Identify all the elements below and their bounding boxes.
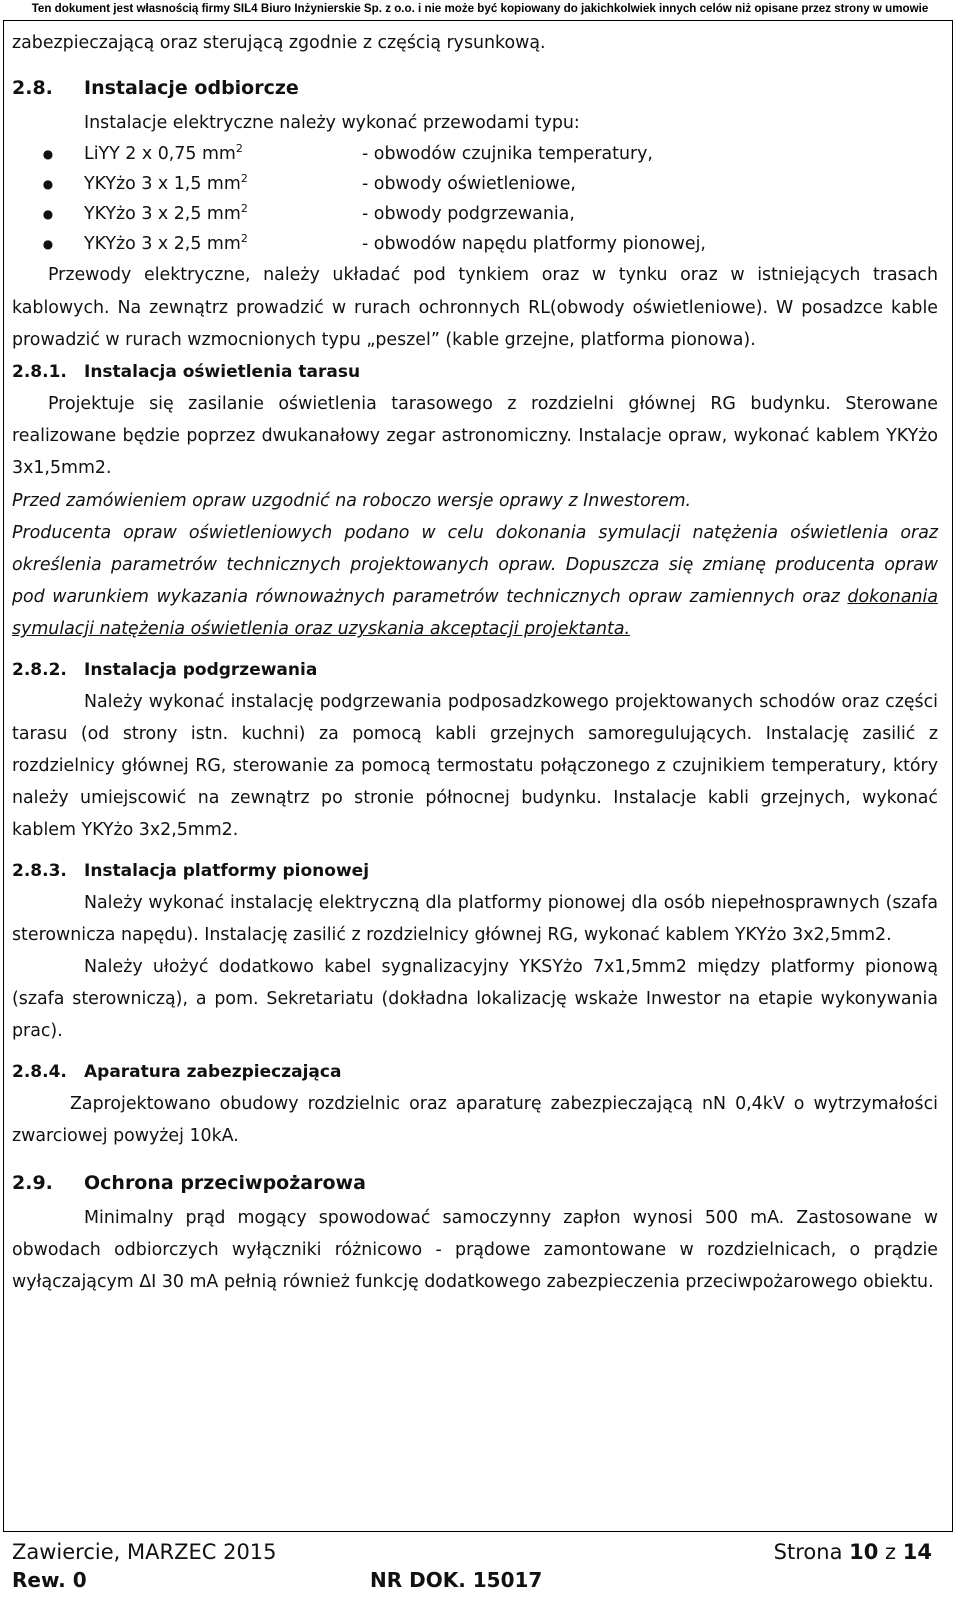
- page-separator: z: [885, 1540, 897, 1564]
- document-header: Ten dokument jest własnością firmy SIL4 Biuro Inżynierskie Sp. z o.o. i nie może być kopiowany do jakichkolwiek innych celów niż opisane przez strony w umowie: [31, 2, 929, 15]
- bullet-icon: ●: [42, 177, 54, 192]
- section-number: 2.8.1.: [12, 362, 67, 383]
- cable-type: LiYY 2 x 0,75 mm: [84, 144, 236, 165]
- page-total: 14: [902, 1540, 932, 1564]
- paragraph: Projektuje się zasilanie oświetlenia tarasowego z rozdzielni głównej RG budynku. Sterowane realizowane będzie poprzez dwukanałowy zegar astronomiczny. Instalacje opraw, wykonać kablem YKYżo 3x1,5mm2.: [12, 394, 938, 479]
- section-heading-2-9: [12, 1164, 938, 1202]
- section-heading-2-8-2: [12, 654, 938, 686]
- section-number: 2.8.3.: [12, 860, 67, 881]
- paragraph-italic: [12, 517, 938, 646]
- paragraph: Należy wykonać instalację elektryczną dla platformy pionowej dla osób niepełnosprawnych (szafa sterownicza napędu). Instalację zasilić z rozdzielnicy głównej RG, wykonać kablem YKYżo 3x2,5mm2.: [12, 892, 938, 945]
- section-title: Instalacja oświetlenia tarasu: [84, 362, 361, 383]
- section-title: Instalacje odbiorcze: [84, 77, 299, 100]
- section-number: 2.8.4.: [12, 1061, 67, 1082]
- bullet-icon: ●: [42, 237, 54, 252]
- bullet-icon: ●: [42, 207, 54, 222]
- section-heading-2-8: [12, 69, 938, 107]
- cables-lead: Instalacje elektryczne należy wykonać przewodami typu:: [84, 113, 580, 134]
- cable-desc: - obwodów czujnika temperatury,: [362, 144, 653, 165]
- list-item: [12, 229, 938, 259]
- cable-unit-sup: 2: [240, 202, 248, 216]
- section-title: Instalacja podgrzewania: [84, 659, 318, 680]
- list-item: [12, 169, 938, 199]
- cable-unit-sup: 2: [240, 172, 248, 186]
- cable-type: YKYżo 3 x 1,5 mm: [84, 174, 241, 195]
- bullet-icon: ●: [42, 147, 54, 162]
- section-heading-2-8-3: [12, 855, 938, 887]
- paragraph: Przewody elektryczne, należy układać pod tynkiem oraz w tynku oraz w istniejących trasach kablowych. Na zewnątrz prowadzić w rurach ochronnych RL(obwody oświetleniowe). W posadzce kable prowadzić w rurach wzmocnionych typu „peszel” (kable grzejne, platforma pionowa).: [12, 265, 938, 350]
- section-title: Aparatura zabezpieczająca: [84, 1061, 342, 1082]
- section-number: 2.9.: [12, 1172, 53, 1195]
- paragraph-italic: Przed zamówieniem opraw uzgodnić na roboczo wersje oprawy z Inwestorem.: [12, 490, 692, 511]
- cable-desc: - obwodów napędu platformy pionowej,: [362, 234, 706, 255]
- cable-unit-sup: 2: [235, 142, 243, 156]
- document-number: NR DOK. 15017: [370, 1568, 543, 1592]
- cable-desc: - obwody oświetleniowe,: [362, 174, 576, 195]
- cable-type: YKYżo 3 x 2,5 mm: [84, 204, 241, 225]
- section-number: 2.8.: [12, 77, 53, 100]
- section-title: Ochrona przeciwpożarowa: [84, 1172, 366, 1195]
- document-body: [12, 27, 938, 1299]
- list-item: [12, 199, 938, 229]
- cable-unit-sup: 2: [240, 232, 248, 246]
- paragraph: Należy ułożyć dodatkowo kabel sygnalizacyjny YKSYżo 7x1,5mm2 między platformy pionową (szafa sterowniczą), a pom. Sekretariatu (dokładna lokalizację wskaże Inwestor na etapie wykonywania prac).: [12, 957, 938, 1042]
- revision: Rew. 0: [12, 1568, 87, 1592]
- intro-paragraph: zabezpieczającą oraz sterującą zgodnie z częścią rysunkową.: [12, 33, 546, 53]
- section-number: 2.8.2.: [12, 659, 67, 680]
- document-footer: [12, 1538, 932, 1594]
- section-heading-2-8-4: [12, 1056, 938, 1088]
- place-date: Zawiercie, MARZEC 2015: [12, 1540, 277, 1564]
- page-label: Strona: [773, 1540, 843, 1564]
- section-title: Instalacja platformy pionowej: [84, 860, 370, 881]
- text-run: Producenta opraw oświetleniowych podano w celu dokonania symulacji natężenia oświetlenia oraz określenia parametrów technicznych projektowanych opraw. Dopuszcza się zmianę producenta opraw pod warunkiem wykazania równoważnych parametrów technicznych opraw zamiennych oraz: [12, 522, 938, 608]
- paragraph: Zaprojektowano obudowy rozdzielnic oraz aparaturę zabezpieczającą nN 0,4kV o wytrzymałości zwarciowej powyżej 10kA.: [12, 1093, 938, 1146]
- list-item: [12, 139, 938, 169]
- paragraph: Minimalny prąd mogący spowodować samoczynny zapłon wynosi 500 mA. Zastosowane w obwodach odbiorczych wyłączniki różnicowo - prądowe zamontowane w rozdzielnicach, o prądzie wyłączającym ΔI 30 mA pełnią również funkcję dodatkowego zabezpieczenia przeciwpożarowego obiektu.: [12, 1208, 938, 1293]
- cable-desc: - obwody podgrzewania,: [362, 204, 575, 225]
- paragraph: Należy wykonać instalację podgrzewania podposadzkowego projektowanych schodów oraz części tarasu (od strony istn. kuchni) za pomocą kabli grzejnych samoregulujących. Instalację zasilić z rozdzielnicy głównej RG, sterowanie za pomocą termostatu połączonego z czujnikiem temperatury, który należy umiejscowić na zewnątrz po stronie północnej budynku. Instalacje kabli grzejnych, wykonać kablem YKYżo 3x2,5mm2.: [12, 691, 938, 841]
- cable-type: YKYżo 3 x 2,5 mm: [84, 234, 241, 255]
- underlined-text: dokonania symulacji natężenia oświetlenia oraz uzyskania akceptacji projektanta.: [12, 587, 938, 640]
- page-current: 10: [849, 1540, 879, 1564]
- section-heading-2-8-1: [12, 356, 938, 388]
- cable-list: [12, 139, 938, 259]
- page-indicator: [774, 1538, 932, 1566]
